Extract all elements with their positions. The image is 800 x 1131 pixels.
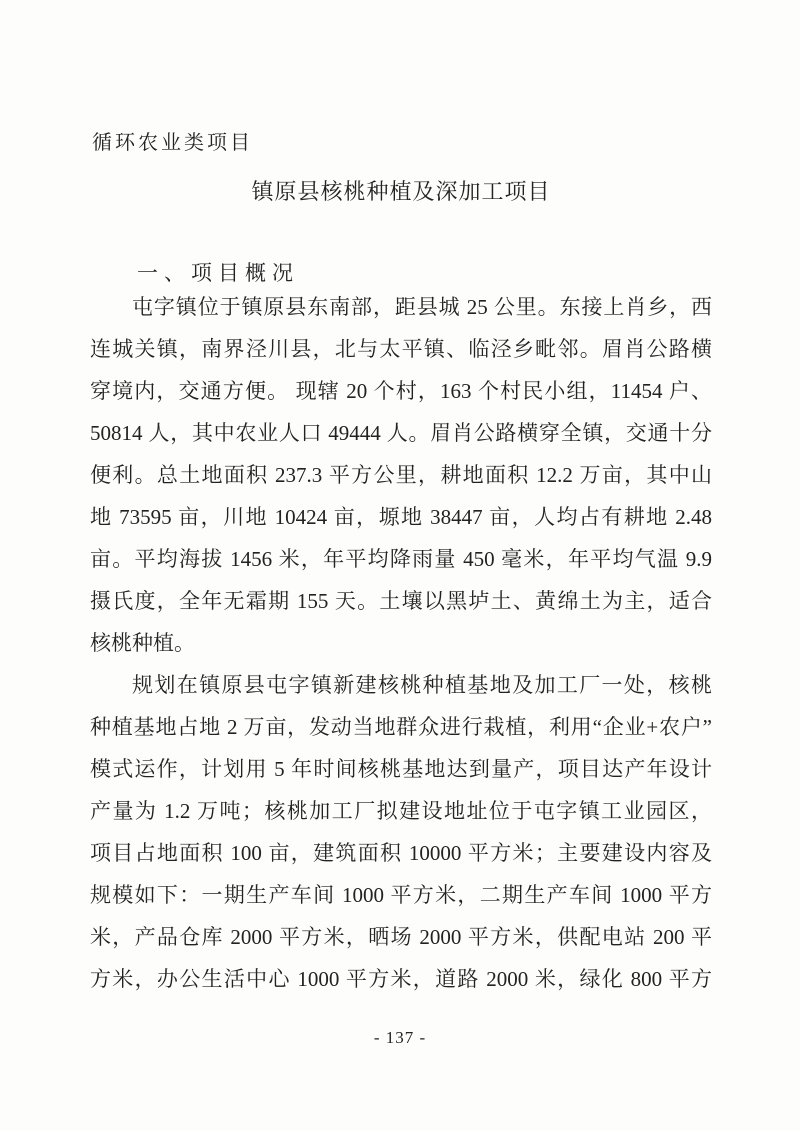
body-line: 连城关镇，南界泾川县，北与太平镇、临泾乡毗邻。眉肖公路横 xyxy=(90,337,712,361)
body-line: 50814 人，其中农业人口 49444 人。眉肖公路横穿全镇，交通十分 xyxy=(90,421,712,445)
paragraph-2 xyxy=(90,664,712,1000)
body-text xyxy=(90,286,712,1000)
body-line: 米，产品仓库 2000 平方米，晒场 2000 平方米，供配电站 200 平 xyxy=(90,925,712,949)
body-line: 产量为 1.2 万吨；核桃加工厂拟建设地址位于屯字镇工业园区， xyxy=(90,799,712,823)
category-heading: 循环农业类项目 xyxy=(92,132,253,154)
body-line: 穿境内，交通方便。 现辖 20 个村，163 个村民小组，11454 户、 xyxy=(90,379,712,403)
section-heading: 一、项目概况 xyxy=(137,261,299,285)
body-line: 摄氏度，全年无霜期 155 天。土壤以黑垆土、黄绵土为主，适合 xyxy=(90,589,712,613)
body-line: 规划在镇原县屯字镇新建核桃种植基地及加工厂一处，核桃 xyxy=(132,673,712,697)
body-line: 地 73595 亩，川地 10424 亩，塬地 38447 亩，人均占有耕地 2.48 xyxy=(90,505,712,529)
body-line: 亩。平均海拔 1456 米，年平均降雨量 450 毫米，年平均气温 9.9 xyxy=(90,547,712,571)
body-line: 核桃种植。 xyxy=(90,631,195,655)
page-number: - 137 - xyxy=(373,1028,427,1047)
body-line: 模式运作，计划用 5 年时间核桃基地达到量产，项目达产年设计 xyxy=(90,757,712,781)
body-line: 方米，办公生活中心 1000 平方米，道路 2000 米，绿化 800 平方 xyxy=(90,967,712,991)
body-line: 屯字镇位于镇原县东南部，距县城 25 公里。东接上肖乡，西 xyxy=(132,295,712,319)
document-title: 镇原县核桃种植及深加工项目 xyxy=(251,179,551,204)
body-line: 项目占地面积 100 亩，建筑面积 10000 平方米；主要建设内容及 xyxy=(90,841,712,865)
paragraph-1 xyxy=(90,286,712,664)
body-line: 种植基地占地 2 万亩，发动当地群众进行栽植，利用“企业+农户” xyxy=(90,715,712,739)
body-line: 规模如下：一期生产车间 1000 平方米，二期生产车间 1000 平方 xyxy=(90,883,712,907)
body-line: 便利。总土地面积 237.3 平方公里，耕地面积 12.2 万亩，其中山 xyxy=(90,463,712,487)
